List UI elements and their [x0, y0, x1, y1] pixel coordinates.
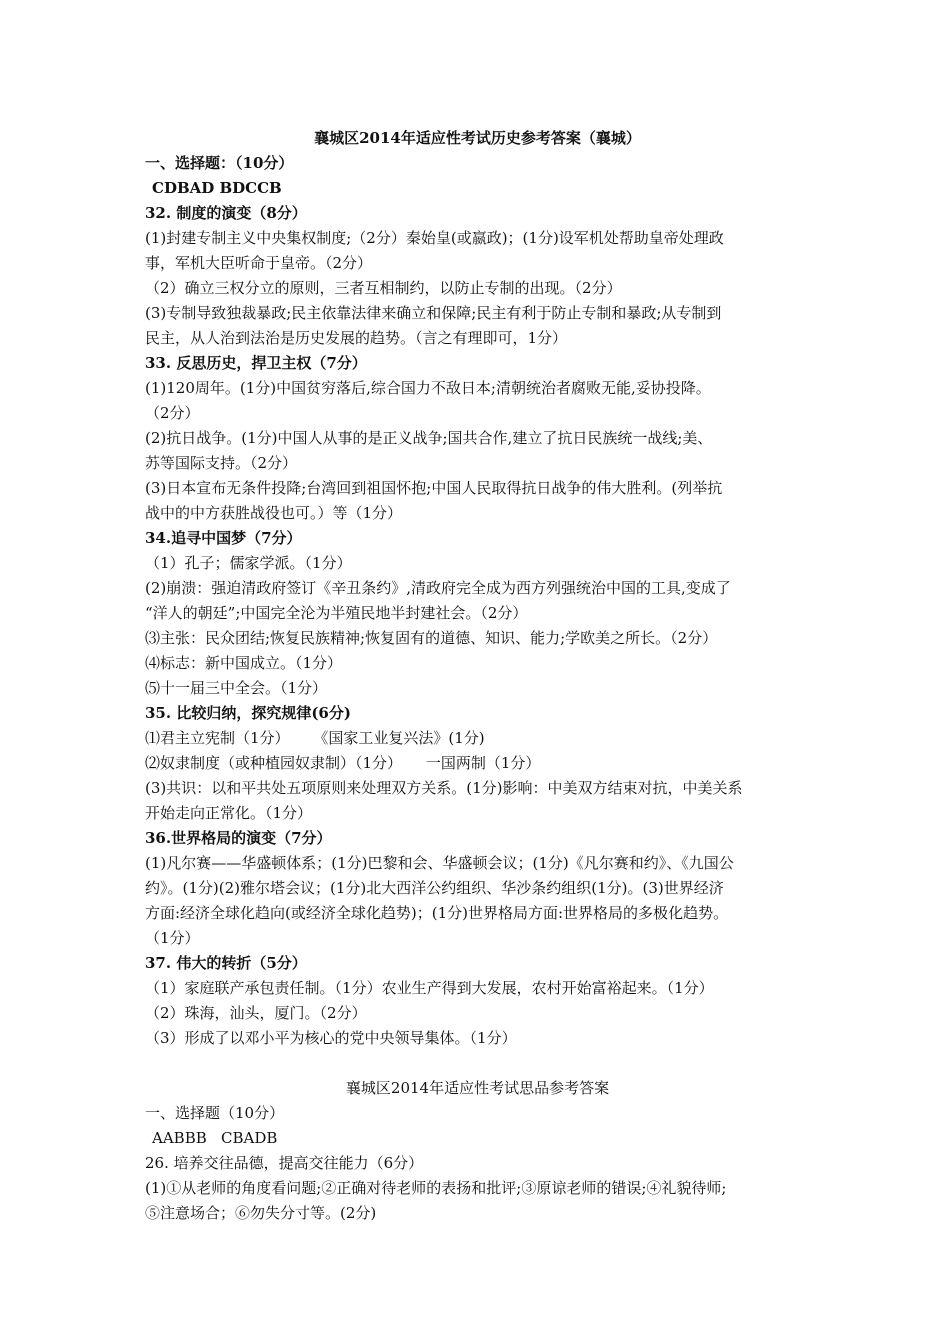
- q35-line: (3)共识：以和平共处五项原则来处理双方关系。(1分)影响：中美双方结束对抗，中美关系: [145, 779, 743, 797]
- q33-line: (3)日本宣布无条件投降;台湾回到祖国怀抱;中国人民取得抗日战争的伟大胜利。(列举抗: [145, 479, 723, 497]
- q36-heading: 36.世界格局的演变（7分）: [145, 829, 332, 847]
- q35-line: ⑴君主立宪制（1分） 《国家工业复兴法》(1分): [145, 729, 485, 747]
- q26-line: (1)①从老师的角度看问题;②正确对待老师的表扬和批评;③原谅老师的错误;④礼貌待师;: [145, 1179, 727, 1197]
- q34-line: ⑶主张：民众团结;恢复民族精神;恢复固有的道德、知识、能力;学欧美之所长。（2分）: [145, 629, 718, 647]
- q37-line: （1）家庭联产承包责任制。（1分）农业生产得到大发展，农村开始富裕起来。（1分）: [145, 979, 714, 997]
- q34-line: “洋人的朝廷”;中国完全沦为半殖民地半封建社会。（2分）: [145, 604, 528, 622]
- q32-line: (1)封建专制主义中央集权制度;（2分）秦始皇(或嬴政)；(1分)设军机处帮助皇帝处理政: [145, 229, 724, 247]
- q33-line: （2分）: [145, 404, 200, 422]
- q32-heading: 32. 制度的演变（8分）: [145, 204, 307, 222]
- history-answer-title: 襄城区2014年适应性考试历史参考答案（襄城）: [314, 129, 641, 147]
- section-spacer: [145, 1051, 810, 1076]
- q37-line: （3）形成了以邓小平为核心的党中央领导集体。（1分）: [145, 1029, 517, 1047]
- q32-line: 事，军机大臣听命于皇帝。（2分）: [145, 254, 373, 272]
- q34-line: ⑸十一届三中全会。（1分）: [145, 679, 328, 697]
- q34-line: (2)崩溃：强迫清政府签订《辛丑条约》,清政府完全成为西方列强统治中国的工具,变成了: [145, 579, 731, 597]
- q36-line: 方面:经济全球化趋向(或经济全球化趋势)；(1分)世界格局方面:世界格局的多极化趋势。: [145, 904, 729, 922]
- q36-line: （1分）: [145, 929, 200, 947]
- q35-line: 开始走向正常化。（1分）: [145, 804, 313, 822]
- q34-heading: 34.追寻中国梦（7分）: [145, 529, 302, 547]
- q34-line: ⑷标志：新中国成立。（1分）: [145, 654, 343, 672]
- history-section-choice-heading: 一、选择题：（10分）: [145, 154, 294, 172]
- q26-heading: 26. 培养交往品德，提高交往能力（6分）: [145, 1154, 424, 1172]
- q32-line: 民主，从人治到法治是历史发展的趋势。（言之有理即可，1分）: [145, 329, 568, 347]
- q33-line: 战中的中方获胜战役也可。）等（1分）: [145, 504, 403, 522]
- q36-line: 约》。(1分)(2)雅尔塔会议；(1分)北大西洋公约组织、华沙条约组织(1分)。(3)世界经济: [145, 879, 724, 897]
- q35-heading: 35. 比较归纳，探究规律(6分): [145, 704, 351, 722]
- history-choice-answers: CDBAD BDCCB: [152, 179, 282, 197]
- q33-line: 苏等国际支持。（2分）: [145, 454, 298, 472]
- q33-heading: 33. 反思历史，捍卫主权（7分）: [145, 354, 367, 372]
- q32-line: (3)专制导致独裁暴政;民主依靠法律来确立和保障;民主有利于防止专制和暴政;从专制到: [145, 304, 722, 322]
- politics-answer-title: 襄城区2014年适应性考试思品参考答案: [345, 1079, 610, 1097]
- q36-line: (1)凡尔赛——华盛顿体系；(1分)巴黎和会、华盛顿会议；(1分)《凡尔赛和约》、《九国公: [145, 854, 734, 872]
- q37-heading: 37. 伟大的转折（5分）: [145, 954, 307, 972]
- q32-line: （2）确立三权分立的原则，三者互相制约，以防止专制的出现。（2分）: [145, 279, 622, 297]
- q34-line: （1）孔子；儒家学派。（1分）: [145, 554, 352, 572]
- politics-choice-answers: AABBB CBADB: [152, 1129, 278, 1147]
- q33-line: (1)120周年。(1分)中国贫穷落后,综合国力不敌日本;清朝统治者腐败无能,妥协投降。: [145, 379, 711, 397]
- q33-line: (2)抗日战争。(1分)中国人从事的是正义战争;国共合作,建立了抗日民族统一战线;美、: [145, 429, 713, 447]
- document-content: [145, 126, 810, 1226]
- q26-line: ⑤注意场合；⑥勿失分寸等。(2分): [145, 1204, 377, 1222]
- q37-line: （2）珠海，汕头，厦门。（2分）: [145, 1004, 367, 1022]
- politics-section-choice-heading: 一、选择题（10分）: [145, 1104, 285, 1122]
- q35-line: ⑵奴隶制度（或种植园奴隶制）（1分） 一国两制（1分）: [145, 754, 541, 772]
